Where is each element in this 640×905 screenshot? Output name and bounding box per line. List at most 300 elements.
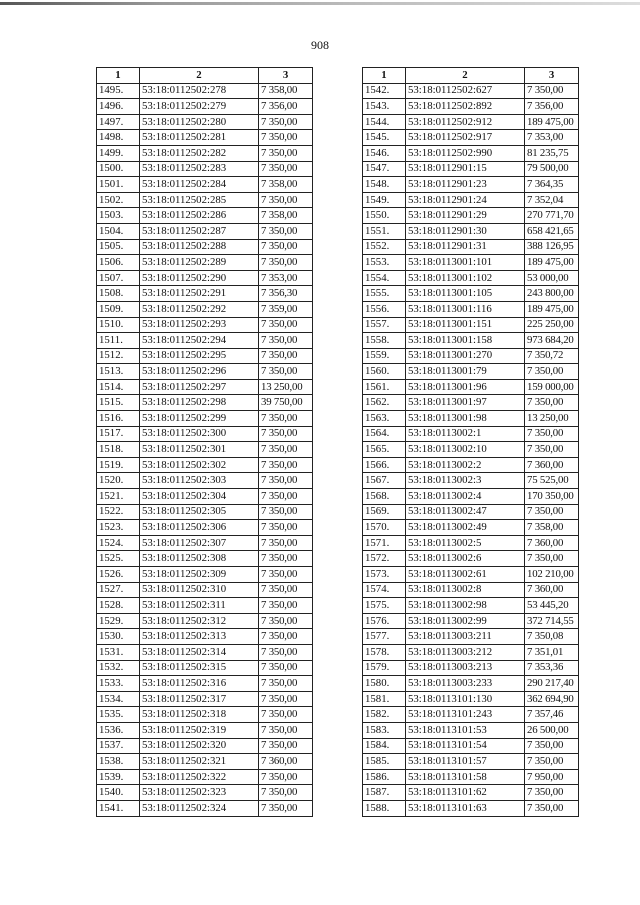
row-number-cell: 1559.: [363, 348, 406, 364]
cadastral-number-cell: 53:18:0112502:281: [140, 130, 259, 146]
row-number-cell: 1495.: [97, 83, 140, 99]
row-number-cell: 1499.: [97, 145, 140, 161]
table-row: [363, 457, 579, 473]
value-cell: 7 350,00: [259, 457, 313, 473]
value-cell: 7 353,00: [259, 270, 313, 286]
value-cell: 372 714,55: [525, 613, 579, 629]
table-row: [97, 255, 313, 271]
cadastral-number-cell: 53:18:0112502:313: [140, 629, 259, 645]
table-row: [363, 192, 579, 208]
value-cell: 7 350,00: [259, 738, 313, 754]
table-row: [363, 286, 579, 302]
table-row: [97, 613, 313, 629]
value-cell: 7 360,00: [525, 582, 579, 598]
table-row: [363, 504, 579, 520]
row-number-cell: 1524.: [97, 535, 140, 551]
cadastral-number-cell: 53:18:0113003:213: [406, 660, 525, 676]
row-number-cell: 1506.: [97, 255, 140, 271]
cadastral-number-cell: 53:18:0112502:296: [140, 364, 259, 380]
value-cell: 7 950,00: [525, 769, 579, 785]
row-number-cell: 1516.: [97, 411, 140, 427]
value-cell: 81 235,75: [525, 145, 579, 161]
row-number-cell: 1577.: [363, 629, 406, 645]
row-number-cell: 1508.: [97, 286, 140, 302]
table-row: [97, 676, 313, 692]
value-cell: 7 360,00: [259, 754, 313, 770]
row-number-cell: 1537.: [97, 738, 140, 754]
table-row: [363, 644, 579, 660]
row-number-cell: 1525.: [97, 551, 140, 567]
value-cell: 53 000,00: [525, 270, 579, 286]
table-row: [363, 208, 579, 224]
value-cell: 7 350,00: [259, 489, 313, 505]
value-cell: 7 350,00: [259, 598, 313, 614]
cadastral-number-cell: 53:18:0113002:5: [406, 535, 525, 551]
row-number-cell: 1576.: [363, 613, 406, 629]
value-cell: 7 351,01: [525, 644, 579, 660]
cadastral-number-cell: 53:18:0112502:290: [140, 270, 259, 286]
cadastral-number-cell: 53:18:0113001:158: [406, 333, 525, 349]
table-row: [97, 83, 313, 99]
row-number-cell: 1583.: [363, 722, 406, 738]
table-row: [97, 348, 313, 364]
table-row: [97, 722, 313, 738]
row-number-cell: 1579.: [363, 660, 406, 676]
value-cell: 7 350,00: [525, 442, 579, 458]
value-cell: 7 350,00: [259, 660, 313, 676]
cadastral-number-cell: 53:18:0112502:317: [140, 691, 259, 707]
cadastral-number-cell: 53:18:0112502:298: [140, 395, 259, 411]
row-number-cell: 1574.: [363, 582, 406, 598]
value-cell: 7 350,00: [259, 239, 313, 255]
row-number-cell: 1564.: [363, 426, 406, 442]
value-cell: 7 350,00: [259, 691, 313, 707]
table-row: [363, 83, 579, 99]
value-cell: 7 350,00: [259, 567, 313, 583]
row-number-cell: 1553.: [363, 255, 406, 271]
table-row: [363, 629, 579, 645]
row-number-cell: 1533.: [97, 676, 140, 692]
value-cell: 7 350,00: [259, 192, 313, 208]
value-cell: 7 356,30: [259, 286, 313, 302]
table-row: [363, 239, 579, 255]
row-number-cell: 1587.: [363, 785, 406, 801]
value-cell: 7 350,00: [259, 676, 313, 692]
value-cell: 79 500,00: [525, 161, 579, 177]
page-number: 908: [311, 38, 329, 52]
cadastral-number-cell: 53:18:0112502:280: [140, 114, 259, 130]
cadastral-number-cell: 53:18:0113101:54: [406, 738, 525, 754]
value-cell: 189 475,00: [525, 114, 579, 130]
row-number-cell: 1545.: [363, 130, 406, 146]
cadastral-number-cell: 53:18:0112502:312: [140, 613, 259, 629]
table-row: [97, 411, 313, 427]
value-cell: 7 350,00: [259, 161, 313, 177]
table-row: [97, 333, 313, 349]
value-cell: 7 350,00: [259, 504, 313, 520]
value-cell: 7 350,00: [259, 411, 313, 427]
table-row: [97, 208, 313, 224]
header-row: [97, 68, 313, 84]
cadastral-number-cell: 53:18:0112502:283: [140, 161, 259, 177]
table-row: [363, 800, 579, 816]
row-number-cell: 1584.: [363, 738, 406, 754]
row-number-cell: 1575.: [363, 598, 406, 614]
left-table-body: [97, 83, 313, 816]
table-row: [97, 754, 313, 770]
row-number-cell: 1568.: [363, 489, 406, 505]
row-number-cell: 1502.: [97, 192, 140, 208]
row-number-cell: 1570.: [363, 520, 406, 536]
value-cell: 159 000,00: [525, 379, 579, 395]
cadastral-number-cell: 53:18:0112502:299: [140, 411, 259, 427]
cadastral-number-cell: 53:18:0112502:297: [140, 379, 259, 395]
cadastral-number-cell: 53:18:0112502:293: [140, 317, 259, 333]
value-cell: 7 350,00: [525, 551, 579, 567]
header-col-2: 2: [406, 68, 525, 84]
scan-edge-line: [0, 2, 640, 5]
table-row: [97, 785, 313, 801]
cadastral-number-cell: 53:18:0112502:291: [140, 286, 259, 302]
cadastral-number-cell: 53:18:0112901:30: [406, 223, 525, 239]
row-number-cell: 1527.: [97, 582, 140, 598]
right-table-body: [363, 83, 579, 816]
value-cell: 7 358,00: [525, 520, 579, 536]
cadastral-number-cell: 53:18:0113001:270: [406, 348, 525, 364]
cadastral-number-cell: 53:18:0112502:295: [140, 348, 259, 364]
value-cell: 7 360,00: [525, 457, 579, 473]
row-number-cell: 1565.: [363, 442, 406, 458]
cadastral-number-cell: 53:18:0113101:130: [406, 691, 525, 707]
value-cell: 7 350,72: [525, 348, 579, 364]
cadastral-number-cell: 53:18:0113002:10: [406, 442, 525, 458]
value-cell: 7 353,36: [525, 660, 579, 676]
cadastral-number-cell: 53:18:0113001:96: [406, 379, 525, 395]
value-cell: 7 356,00: [259, 99, 313, 115]
value-cell: 189 475,00: [525, 301, 579, 317]
cadastral-number-cell: 53:18:0113002:47: [406, 504, 525, 520]
row-number-cell: 1539.: [97, 769, 140, 785]
value-cell: 7 350,00: [525, 754, 579, 770]
value-cell: 7 350,00: [259, 114, 313, 130]
cadastral-number-cell: 53:18:0113002:4: [406, 489, 525, 505]
cadastral-number-cell: 53:18:0112502:990: [406, 145, 525, 161]
value-cell: 7 350,00: [259, 551, 313, 567]
value-cell: 26 500,00: [525, 722, 579, 738]
table-row: [97, 364, 313, 380]
value-cell: 7 352,04: [525, 192, 579, 208]
value-cell: 39 750,00: [259, 395, 313, 411]
table-row: [97, 504, 313, 520]
table-row: [363, 395, 579, 411]
left-table: [96, 67, 313, 817]
row-number-cell: 1588.: [363, 800, 406, 816]
cadastral-number-cell: 53:18:0113001:98: [406, 411, 525, 427]
header-col-3: 3: [259, 68, 313, 84]
cadastral-number-cell: 53:18:0112901:23: [406, 177, 525, 193]
value-cell: 7 350,00: [525, 504, 579, 520]
row-number-cell: 1496.: [97, 99, 140, 115]
row-number-cell: 1578.: [363, 644, 406, 660]
cadastral-number-cell: 53:18:0112901:31: [406, 239, 525, 255]
row-number-cell: 1512.: [97, 348, 140, 364]
table-row: [97, 629, 313, 645]
cadastral-number-cell: 53:18:0113001:97: [406, 395, 525, 411]
row-number-cell: 1501.: [97, 177, 140, 193]
cadastral-number-cell: 53:18:0113003:211: [406, 629, 525, 645]
row-number-cell: 1547.: [363, 161, 406, 177]
value-cell: 7 350,00: [525, 83, 579, 99]
header-row: [363, 68, 579, 84]
table-row: [97, 192, 313, 208]
table-row: [363, 676, 579, 692]
table-row: [97, 457, 313, 473]
table-row: [363, 301, 579, 317]
row-number-cell: 1526.: [97, 567, 140, 583]
value-cell: 7 360,00: [525, 535, 579, 551]
row-number-cell: 1580.: [363, 676, 406, 692]
table-row: [363, 99, 579, 115]
cadastral-number-cell: 53:18:0112502:320: [140, 738, 259, 754]
table-row: [97, 707, 313, 723]
value-cell: 7 350,00: [259, 535, 313, 551]
row-number-cell: 1556.: [363, 301, 406, 317]
table-row: [363, 785, 579, 801]
value-cell: 225 250,00: [525, 317, 579, 333]
header-col-3: 3: [525, 68, 579, 84]
cadastral-number-cell: 53:18:0112502:321: [140, 754, 259, 770]
value-cell: 7 350,00: [259, 317, 313, 333]
cadastral-number-cell: 53:18:0113001:79: [406, 364, 525, 380]
row-number-cell: 1534.: [97, 691, 140, 707]
cadastral-number-cell: 53:18:0113001:151: [406, 317, 525, 333]
cadastral-number-cell: 53:18:0112502:310: [140, 582, 259, 598]
row-number-cell: 1540.: [97, 785, 140, 801]
value-cell: 7 350,00: [259, 223, 313, 239]
row-number-cell: 1536.: [97, 722, 140, 738]
cadastral-number-cell: 53:18:0112502:309: [140, 567, 259, 583]
table-row: [363, 114, 579, 130]
value-cell: 7 350,00: [259, 130, 313, 146]
value-cell: 7 356,00: [525, 99, 579, 115]
cadastral-number-cell: 53:18:0113003:212: [406, 644, 525, 660]
cadastral-number-cell: 53:18:0113101:53: [406, 722, 525, 738]
row-number-cell: 1521.: [97, 489, 140, 505]
table-row: [97, 598, 313, 614]
value-cell: 362 694,90: [525, 691, 579, 707]
cadastral-number-cell: 53:18:0113002:61: [406, 567, 525, 583]
table-row: [97, 270, 313, 286]
table-row: [97, 738, 313, 754]
cadastral-number-cell: 53:18:0113001:102: [406, 270, 525, 286]
cadastral-number-cell: 53:18:0112502:892: [406, 99, 525, 115]
row-number-cell: 1510.: [97, 317, 140, 333]
row-number-cell: 1551.: [363, 223, 406, 239]
row-number-cell: 1505.: [97, 239, 140, 255]
table-row: [363, 691, 579, 707]
table-row: [97, 239, 313, 255]
table-row: [363, 348, 579, 364]
cadastral-number-cell: 53:18:0112502:311: [140, 598, 259, 614]
value-cell: 7 350,00: [259, 333, 313, 349]
cadastral-number-cell: 53:18:0113002:49: [406, 520, 525, 536]
row-number-cell: 1519.: [97, 457, 140, 473]
value-cell: 270 771,70: [525, 208, 579, 224]
value-cell: 7 364,35: [525, 177, 579, 193]
value-cell: 7 350,00: [259, 520, 313, 536]
row-number-cell: 1544.: [363, 114, 406, 130]
value-cell: 189 475,00: [525, 255, 579, 271]
table-row: [97, 551, 313, 567]
cadastral-number-cell: 53:18:0112502:322: [140, 769, 259, 785]
table-row: [97, 426, 313, 442]
value-cell: 7 350,00: [259, 722, 313, 738]
table-row: [363, 161, 579, 177]
cadastral-number-cell: 53:18:0112502:912: [406, 114, 525, 130]
value-cell: 7 350,00: [259, 707, 313, 723]
cadastral-number-cell: 53:18:0113001:116: [406, 301, 525, 317]
cadastral-number-cell: 53:18:0112502:315: [140, 660, 259, 676]
value-cell: 7 350,00: [259, 473, 313, 489]
cadastral-number-cell: 53:18:0113002:99: [406, 613, 525, 629]
table-row: [97, 223, 313, 239]
cadastral-number-cell: 53:18:0113001:105: [406, 286, 525, 302]
value-cell: 102 210,00: [525, 567, 579, 583]
table-row: [97, 301, 313, 317]
cadastral-number-cell: 53:18:0113101:57: [406, 754, 525, 770]
cadastral-number-cell: 53:18:0112901:29: [406, 208, 525, 224]
row-number-cell: 1581.: [363, 691, 406, 707]
table-row: [363, 223, 579, 239]
table-row: [363, 317, 579, 333]
table-row: [363, 489, 579, 505]
row-number-cell: 1557.: [363, 317, 406, 333]
cadastral-number-cell: 53:18:0112502:278: [140, 83, 259, 99]
cadastral-number-cell: 53:18:0112502:319: [140, 722, 259, 738]
table-row: [363, 520, 579, 536]
table-row: [363, 722, 579, 738]
table-row: [97, 691, 313, 707]
cadastral-number-cell: 53:18:0112502:292: [140, 301, 259, 317]
cadastral-number-cell: 53:18:0112502:284: [140, 177, 259, 193]
table-row: [97, 442, 313, 458]
cadastral-number-cell: 53:18:0112502:306: [140, 520, 259, 536]
cadastral-number-cell: 53:18:0112502:305: [140, 504, 259, 520]
value-cell: 13 250,00: [525, 411, 579, 427]
value-cell: 7 350,00: [525, 738, 579, 754]
table-row: [363, 738, 579, 754]
cadastral-number-cell: 53:18:0112502:303: [140, 473, 259, 489]
row-number-cell: 1513.: [97, 364, 140, 380]
value-cell: 7 350,00: [259, 644, 313, 660]
row-number-cell: 1529.: [97, 613, 140, 629]
cadastral-number-cell: 53:18:0113001:101: [406, 255, 525, 271]
table-row: [363, 270, 579, 286]
table-row: [363, 598, 579, 614]
row-number-cell: 1515.: [97, 395, 140, 411]
row-number-cell: 1573.: [363, 567, 406, 583]
table-row: [97, 130, 313, 146]
row-number-cell: 1503.: [97, 208, 140, 224]
table-row: [363, 130, 579, 146]
row-number-cell: 1514.: [97, 379, 140, 395]
table-row: [97, 489, 313, 505]
table-row: [363, 255, 579, 271]
row-number-cell: 1548.: [363, 177, 406, 193]
cadastral-number-cell: 53:18:0112502:304: [140, 489, 259, 505]
cadastral-number-cell: 53:18:0112502:323: [140, 785, 259, 801]
cadastral-number-cell: 53:18:0112502:318: [140, 707, 259, 723]
row-number-cell: 1549.: [363, 192, 406, 208]
row-number-cell: 1566.: [363, 457, 406, 473]
row-number-cell: 1550.: [363, 208, 406, 224]
table-row: [97, 567, 313, 583]
table-row: [363, 754, 579, 770]
row-number-cell: 1498.: [97, 130, 140, 146]
table-row: [363, 613, 579, 629]
value-cell: 53 445,20: [525, 598, 579, 614]
value-cell: 7 350,00: [259, 426, 313, 442]
table-row: [363, 769, 579, 785]
value-cell: 7 359,00: [259, 301, 313, 317]
cadastral-number-cell: 53:18:0113002:1: [406, 426, 525, 442]
table-row: [363, 177, 579, 193]
row-number-cell: 1520.: [97, 473, 140, 489]
value-cell: 7 350,00: [259, 613, 313, 629]
row-number-cell: 1585.: [363, 754, 406, 770]
row-number-cell: 1497.: [97, 114, 140, 130]
value-cell: 7 350,00: [259, 364, 313, 380]
cadastral-number-cell: 53:18:0112502:301: [140, 442, 259, 458]
cadastral-number-cell: 53:18:0113101:58: [406, 769, 525, 785]
row-number-cell: 1518.: [97, 442, 140, 458]
header-col-2: 2: [140, 68, 259, 84]
cadastral-number-cell: 53:18:0112502:288: [140, 239, 259, 255]
table-row: [363, 535, 579, 551]
table-row: [97, 769, 313, 785]
row-number-cell: 1567.: [363, 473, 406, 489]
table-row: [363, 333, 579, 349]
row-number-cell: 1523.: [97, 520, 140, 536]
row-number-cell: 1542.: [363, 83, 406, 99]
value-cell: 290 217,40: [525, 676, 579, 692]
value-cell: 7 358,00: [259, 83, 313, 99]
value-cell: 7 353,00: [525, 130, 579, 146]
table-row: [97, 286, 313, 302]
cadastral-number-cell: 53:18:0113002:8: [406, 582, 525, 598]
value-cell: 7 350,00: [525, 395, 579, 411]
value-cell: 243 800,00: [525, 286, 579, 302]
value-cell: 7 350,00: [259, 348, 313, 364]
table-row: [363, 473, 579, 489]
table-row: [97, 99, 313, 115]
table-row: [363, 364, 579, 380]
table-row: [97, 660, 313, 676]
table-row: [97, 520, 313, 536]
value-cell: 7 358,00: [259, 177, 313, 193]
table-row: [363, 426, 579, 442]
table-row: [97, 535, 313, 551]
table-row: [363, 411, 579, 427]
value-cell: 388 126,95: [525, 239, 579, 255]
row-number-cell: 1563.: [363, 411, 406, 427]
value-cell: 7 350,00: [259, 785, 313, 801]
row-number-cell: 1546.: [363, 145, 406, 161]
row-number-cell: 1554.: [363, 270, 406, 286]
row-number-cell: 1572.: [363, 551, 406, 567]
table-row: [97, 473, 313, 489]
value-cell: 7 350,00: [259, 442, 313, 458]
